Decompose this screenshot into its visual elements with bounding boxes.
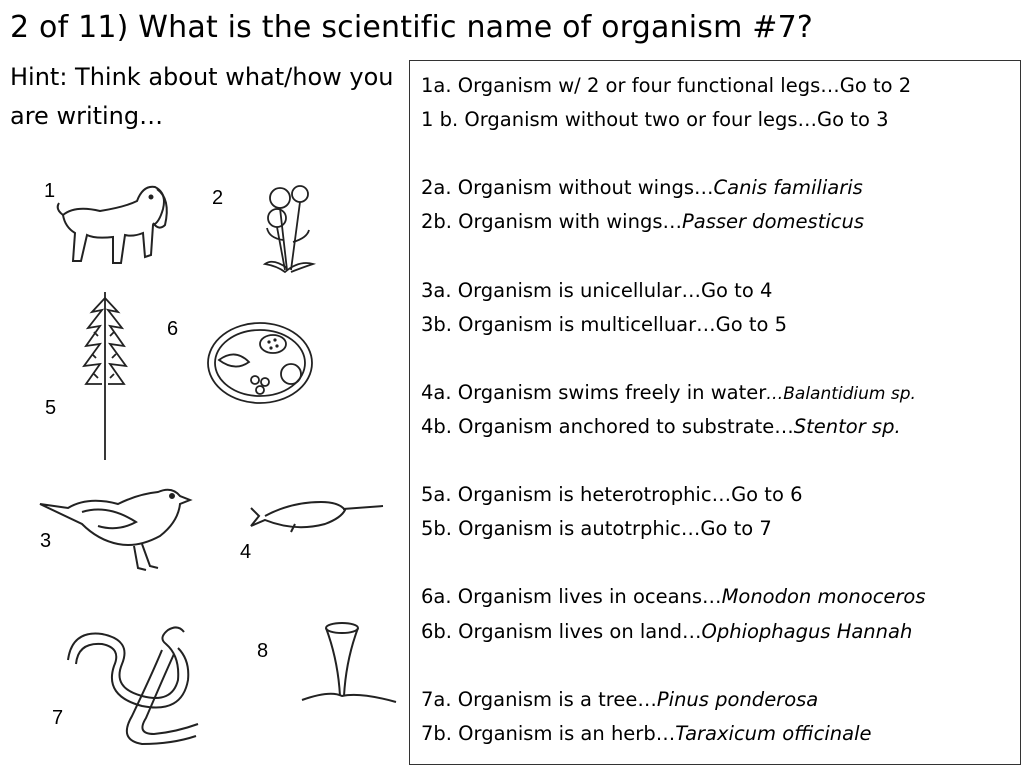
hint-text: Hint: Think about what/how you are writing… — [10, 63, 394, 130]
organism-number-7: 7 — [52, 707, 64, 729]
key-step-1a: 1a. Organism w/ 2 or four functional legs…Go to 2 — [421, 74, 912, 97]
organism-number-8: 8 — [257, 640, 269, 662]
key-step-1b: 1 b. Organism without two or four legs…Go to 3 — [421, 108, 889, 132]
organism-number-5: 5 — [45, 397, 57, 419]
protozoan-cell-illustration — [205, 318, 315, 408]
dog-illustration — [55, 175, 175, 275]
key-step-7b-species: Taraxicum officinale — [675, 721, 872, 745]
key-step-6a-species: Monodon monoceros — [721, 585, 926, 609]
key-step-3a: 3a. Organism is unicellular…Go to 4 — [421, 278, 773, 302]
key-step-2a-species: Canis familiaris — [713, 176, 863, 200]
pine-tree-illustration — [80, 292, 130, 460]
key-step-4a-text: 4a. Organism swims freely in water — [421, 380, 767, 404]
key-step-2b-species: Passer domesticus — [682, 210, 865, 234]
organism-number-1: 1 — [44, 180, 56, 202]
snake-illustration — [62, 620, 202, 750]
stentor-illustration — [300, 620, 400, 710]
key-step-5b: 5b. Organism is autotrphic…Go to 7 — [421, 517, 772, 541]
key-step-6b-species: Ophiophagus Hannah — [701, 619, 913, 643]
organism-number-3: 3 — [40, 530, 52, 552]
key-step-4b-text: 4b. Organism anchored to substrate… — [421, 414, 794, 438]
key-step-6b — [421, 615, 1020, 649]
key-step-4b — [421, 410, 1020, 444]
key-step-3b: 3b. Organism is multicelluar…Go to 5 — [421, 312, 788, 336]
organism-number-6: 6 — [167, 318, 179, 340]
key-step-6b-text: 6b. Organism lives on land… — [421, 619, 702, 643]
key-step-7a — [421, 683, 1020, 717]
key-step-7b-text: 7b. Organism is an herb… — [421, 721, 676, 745]
key-step-4a — [421, 376, 1020, 410]
key-step-7a-species: Pinus ponderosa — [656, 687, 819, 711]
key-step-2a-text: 2a. Organism without wings… — [421, 176, 714, 200]
key-step-2b-text: 2b. Organism with wings… — [421, 210, 682, 234]
organism-number-2: 2 — [212, 187, 224, 209]
key-step-2a — [421, 171, 1020, 205]
dandelion-illustration — [255, 180, 325, 275]
key-step-4b-species: Stentor sp. — [793, 414, 901, 438]
key-step-6a-text: 6a. Organism lives in oceans… — [421, 585, 722, 609]
key-step-6a — [421, 580, 1020, 614]
key-step-2b — [421, 205, 1020, 239]
question-title: 2 of 11) What is the scientific name of organism #7? — [10, 10, 814, 45]
sparrow-illustration — [38, 482, 193, 577]
key-step-4a-species: …Balantidium sp. — [766, 383, 916, 404]
key-step-7b — [421, 717, 1020, 751]
key-step-5a: 5a. Organism is heterotrophic…Go to 6 — [421, 483, 803, 507]
narwhal-illustration — [245, 488, 385, 538]
dichotomous-key — [409, 60, 1021, 765]
key-step-7a-text: 7a. Organism is a tree… — [421, 687, 657, 711]
organism-number-4: 4 — [240, 541, 252, 563]
